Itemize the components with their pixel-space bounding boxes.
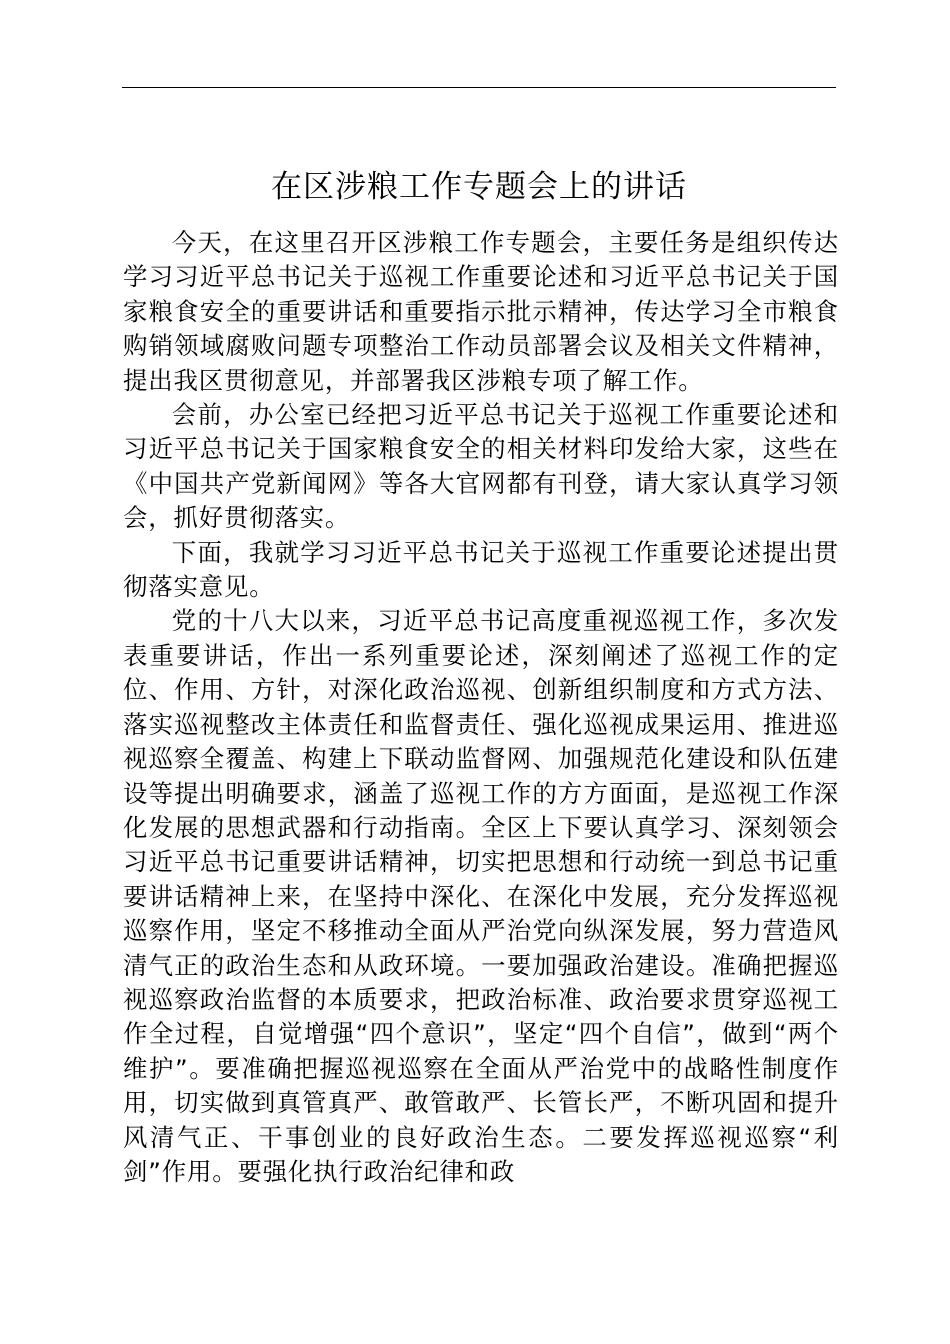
paragraph-1: 今天，在这里召开区涉粮工作专题会，主要任务是组织传达学习习近平总书记关于巡视工作重要论述和习近平总书记关于国家粮食安全的重要讲话和重要指示批示精神，传达学习全市粮食购销领域腐败问题专项整治工作动员部署会议及相关文件精神，提出我区贯彻意见，并部署我区涉粮专项了解工作。 — [123, 228, 839, 395]
page-title: 在区涉粮工作专题会上的讲话 — [271, 169, 687, 205]
paragraph-3: 下面，我就学习习近平总书记关于巡视工作重要论述提出贯彻落实意见。 — [123, 537, 839, 602]
document-body — [123, 226, 839, 1189]
paragraph-2: 会前，办公室已经把习近平总书记关于巡视工作重要论述和习近平总书记关于国家粮食安全的相关材料印发给大家，这些在《中国共产党新闻网》等各大官网都有刊登，请大家认真学习领会，抓好贯彻落实。 — [123, 400, 839, 533]
paragraph-4: 党的十八大以来，习近平总书记高度重视巡视工作，多次发表重要讲话，作出一系列重要论述，深刻阐述了巡视工作的定位、作用、方针，对深化政治巡视、创新组织制度和方式方法、落实巡视整改主体责任和监督责任、强化巡视成果运用、推进巡视巡察全覆盖、构建上下联动监督网、加强规范化建设和队伍建设等提出明确要求，涵盖了巡视工作的方方面面，是巡视工作深化发展的思想武器和行动指南。全区上下要认真学习、深刻领会习近平总书记重要讲话精神，切实把思想和行动统一到总书记重要讲话精神上来，在坚持中深化、在深化中发展，充分发挥巡视巡察作用，坚定不移推动全面从严治党向纵深发展，努力营造风清气正的政治生态和从政环境。一要加强政治建设。准确把握巡视巡察政治监督的本质要求，把政治标准、政治要求贯穿巡视工作全过程，自觉增强“四个意识”，坚定“四个自信”，做到“两个维护”。要准确把握巡视巡察在全面从严治党中的战略性制度作用，切实做到真管真严、敢管敢严、长管长严，不断巩固和提升风清气正、干事创业的良好政治生态。二要发挥巡视巡察“利剑”作用。要强化执行政治纪律和政 — [123, 606, 839, 1186]
header-rule — [122, 87, 836, 88]
